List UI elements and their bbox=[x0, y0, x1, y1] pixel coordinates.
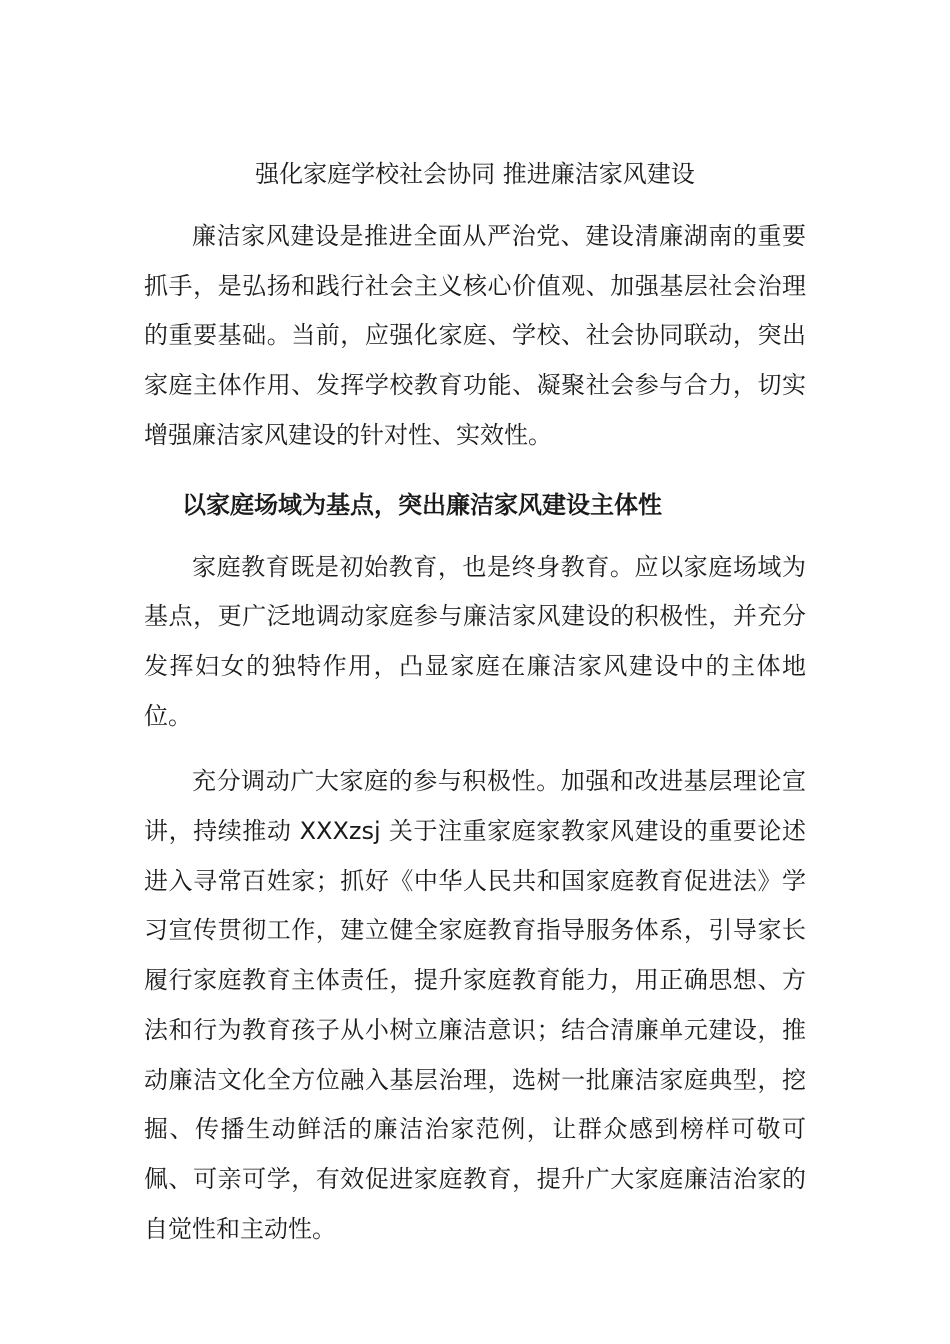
document-title: 强化家庭学校社会协同 推进廉洁家风建设 bbox=[255, 160, 695, 188]
document-body bbox=[144, 152, 806, 1254]
section-heading: 以家庭场域为基点，突出廉洁家风建设主体性 bbox=[182, 490, 662, 519]
section-paragraph-2: 充分调动广大家庭的参与积极性。加强和改进基层理论宣讲，持续推动 XXXzsj 关于注重家庭家教家风建设的重要论述进入寻常百姓家；抓好《中华人民共和国家庭教育促进法》学习宣传贯彻工作，建立健全家庭教育指导服务体系，引导家长履行家庭教育主体责任，提升家庭教育能力，用正确思想、方法和行为教育孩子从小树立廉洁意识；结合清廉单元建设，推动廉洁文化全方位融入基层治理，选树一批廉洁家庭典型，挖掘、传播生动鲜活的廉洁治家范例，让群众感到榜样可敬可佩、可亲可学，有效促进家庭教育，提升广大家庭廉洁治家的自觉性和主动性。 bbox=[144, 767, 806, 1243]
intro-paragraph: 廉洁家风建设是推进全面从严治党、建设清廉湖南的重要抓手，是弘扬和践行社会主义核心价值观、加强基层社会治理的重要基础。当前，应强化家庭、学校、社会协同联动，突出家庭主体作用、发挥学校教育功能、凝聚社会参与合力，切实增强廉洁家风建设的针对性、实效性。 bbox=[144, 222, 806, 449]
section-paragraph-1: 家庭教育既是初始教育，也是终身教育。应以家庭场域为基点，更广泛地调动家庭参与廉洁家风建设的积极性，并充分发挥妇女的独特作用，凸显家庭在廉洁家风建设中的主体地位。 bbox=[144, 552, 806, 730]
